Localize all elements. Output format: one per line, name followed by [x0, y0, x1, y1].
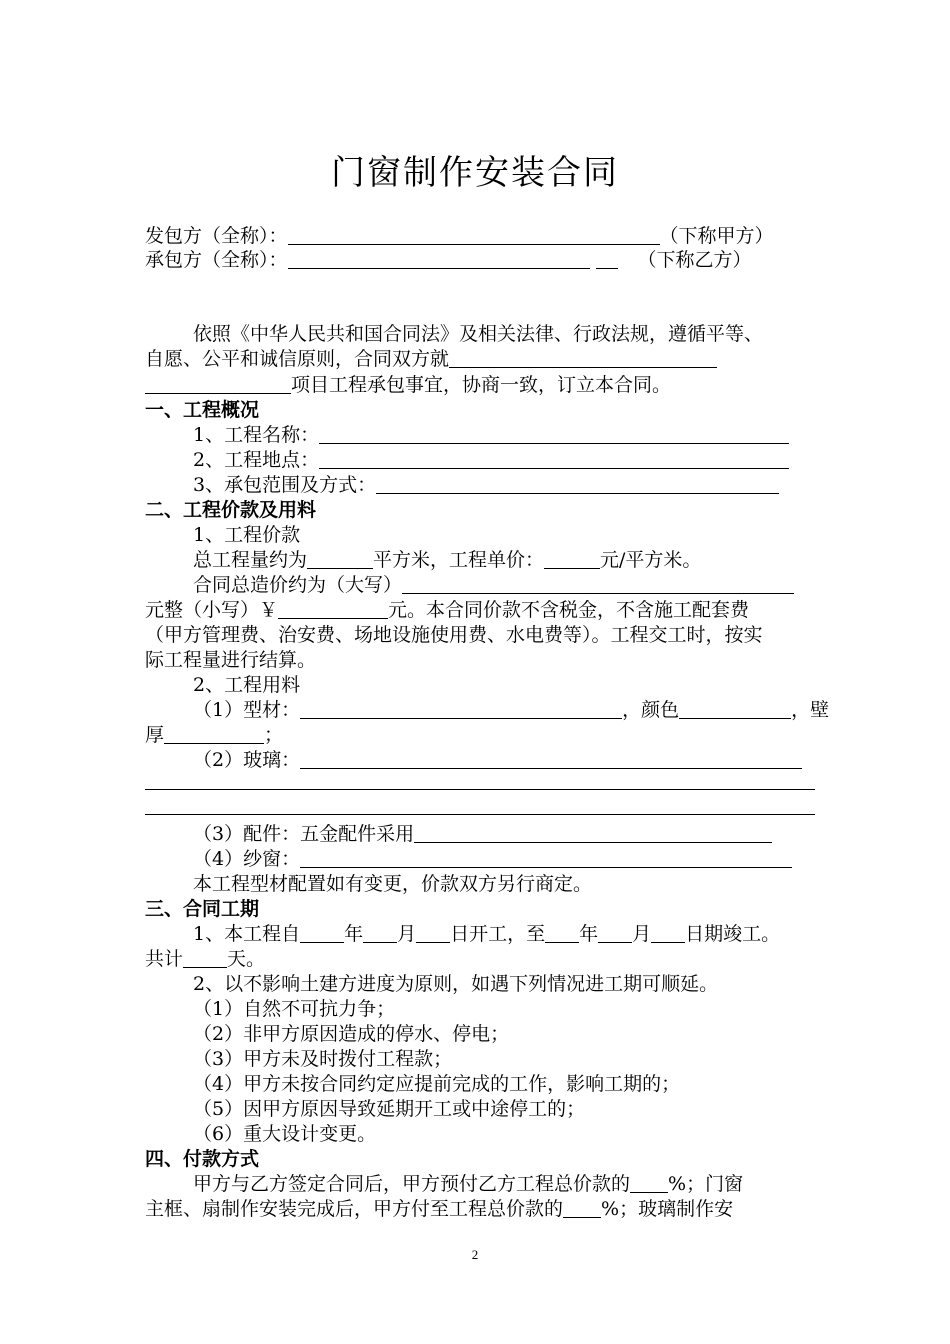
start-month-label: 月: [397, 923, 417, 945]
total-text-c: 元。本合同价款不含税金，不含施工配套费: [388, 599, 750, 621]
section-4-heading: 四、付款方式: [145, 1148, 260, 1170]
scope-line: [193, 473, 779, 497]
thickness-label: 厚: [145, 724, 165, 746]
schedule-line: [193, 922, 780, 946]
payment-text-2b: %；玻璃制作安: [601, 1198, 734, 1220]
payment-text-2a: 主框、扇制作安装完成后，甲方付至工程总价款的: [145, 1198, 564, 1220]
glass-blank[interactable]: [300, 749, 802, 769]
start-year-label: 年: [344, 923, 364, 945]
total-days-label: 共计: [145, 948, 184, 970]
total-days-line: [145, 947, 265, 971]
extension-item-6: （6）重大设计变更。: [193, 1123, 377, 1145]
employer-suffix: （下称甲方）: [659, 225, 774, 247]
project-site-blank[interactable]: [319, 449, 789, 469]
employer-label: 发包方（全称）：: [145, 225, 288, 247]
thickness-blank[interactable]: [164, 724, 264, 744]
start-month-blank[interactable]: [363, 923, 397, 943]
end-year-blank[interactable]: [545, 923, 579, 943]
profile-label: （1）型材：: [193, 699, 301, 721]
scope-blank[interactable]: [376, 474, 779, 494]
section-1-heading: 一、工程概况: [145, 399, 260, 421]
quantity-blank[interactable]: [307, 549, 373, 569]
glass-label: （2）玻璃：: [193, 749, 301, 771]
advance-percent-blank[interactable]: [630, 1173, 668, 1193]
contract-title: 门窗制作安装合同: [331, 153, 619, 193]
start-day-blank[interactable]: [416, 923, 450, 943]
color-blank[interactable]: [679, 699, 791, 719]
project-name-label: 1、工程名称：: [193, 424, 320, 446]
glass-line: [193, 748, 802, 772]
intro-line-3-text: 项目工程承包事宜，协商一致，订立本合同。: [291, 374, 672, 396]
project-site-label: 2、工程地点：: [193, 449, 320, 471]
end-label: 日期竣工。: [685, 923, 781, 945]
project-site-line: [193, 448, 789, 472]
intro-line-1: 依照《中华人民共和国合同法》及相关法律、行政法规，遵循平等、: [193, 323, 764, 345]
frame-percent-blank[interactable]: [563, 1198, 601, 1218]
total-figures-line: [145, 598, 749, 622]
unit-price-blank[interactable]: [544, 549, 600, 569]
materials-subheading: 2、工程用料: [193, 674, 301, 696]
payment-text-1a: 甲方与乙方签定合同后，甲方预付乙方工程总价款的: [193, 1173, 631, 1195]
screen-blank[interactable]: [300, 848, 792, 868]
project-blank[interactable]: [449, 348, 717, 368]
end-month-blank[interactable]: [598, 923, 632, 943]
contractor-name-blank[interactable]: [288, 249, 590, 269]
total-figures-blank[interactable]: [278, 599, 388, 619]
total-words-blank[interactable]: [402, 574, 794, 594]
total-days-unit: 天。: [227, 948, 266, 970]
start-label: 日开工，至: [450, 923, 546, 945]
price-subheading: 1、工程价款: [193, 524, 301, 546]
quantity-text-a: 总工程量约为: [193, 549, 308, 571]
total-text-a: 合同总造价约为（大写）: [193, 574, 403, 596]
start-year-blank[interactable]: [300, 923, 344, 943]
extension-item-3: （3）甲方未及时拨付工程款；: [193, 1048, 453, 1070]
payment-line-1: [193, 1172, 743, 1196]
end-year-label: 年: [579, 923, 599, 945]
total-text-d: （甲方管理费、治安费、场地设施使用费、水电费等）。工程交工时，按实: [145, 624, 763, 646]
end-day-blank[interactable]: [651, 923, 685, 943]
project-name-blank[interactable]: [319, 424, 789, 444]
total-text-b: 元整（小写）￥: [145, 599, 279, 621]
quantity-text-c: 元/平方米。: [600, 549, 702, 571]
page-number: 2: [471, 1247, 479, 1262]
intro-line-2: [145, 347, 717, 371]
payment-text-1b: %；门窗: [668, 1173, 744, 1195]
hardware-line: [193, 822, 772, 846]
glass-blank-line-3[interactable]: [145, 814, 815, 815]
profile-blank[interactable]: [300, 699, 622, 719]
quantity-text-b: 平方米，工程单价：: [373, 549, 545, 571]
materials-note: 本工程型材配置如有变更，价款双方另行商定。: [193, 873, 593, 895]
contractor-label: 承包方（全称）：: [145, 249, 288, 271]
wall-label: ，壁: [791, 699, 830, 721]
contractor-name-blank-2[interactable]: [596, 249, 618, 269]
hardware-label: （3）配件：五金配件采用: [193, 823, 415, 845]
color-label: ，颜色: [622, 699, 680, 721]
total-price-line: [193, 573, 794, 597]
contractor-suffix: （下称乙方）: [637, 249, 752, 271]
contractor-line: [145, 248, 752, 272]
glass-blank-line-2[interactable]: [145, 789, 815, 790]
total-days-blank[interactable]: [183, 948, 227, 968]
schedule-text-a: 1、本工程自: [193, 923, 301, 945]
hardware-blank[interactable]: [414, 823, 772, 843]
thickness-line: [145, 723, 283, 747]
total-text-e: 际工程量进行结算。: [145, 649, 317, 671]
extension-line: 2、以不影响土建方进度为原则，如遇下列情况进工期可顺延。: [193, 973, 719, 995]
section-3-heading: 三、合同工期: [145, 898, 260, 920]
project-name-line: [193, 423, 789, 447]
end-month-label: 月: [632, 923, 652, 945]
section-2-heading: 二、工程价款及用料: [145, 499, 317, 521]
employer-line: [145, 224, 774, 248]
thickness-end: ；: [264, 724, 284, 746]
profile-line: [193, 698, 829, 722]
intro-line-3: [145, 373, 671, 397]
screen-label: （4）纱窗：: [193, 848, 301, 870]
extension-item-5: （5）因甲方原因导致延期开工或中途停工的；: [193, 1098, 586, 1120]
intro-line-2-text: 自愿、公平和诚信原则，合同双方就: [145, 348, 450, 370]
project-blank-2[interactable]: [145, 374, 291, 394]
screen-line: [193, 847, 792, 871]
extension-item-2: （2）非甲方原因造成的停水、停电；: [193, 1023, 510, 1045]
employer-name-blank[interactable]: [288, 225, 660, 245]
scope-label: 3、承包范围及方式：: [193, 474, 377, 496]
extension-item-1: （1）自然不可抗力争；: [193, 998, 396, 1020]
quantity-line: [193, 548, 701, 572]
extension-item-4: （4）甲方未按合同约定应提前完成的工作，影响工期的；: [193, 1073, 681, 1095]
payment-line-2: [145, 1197, 733, 1221]
